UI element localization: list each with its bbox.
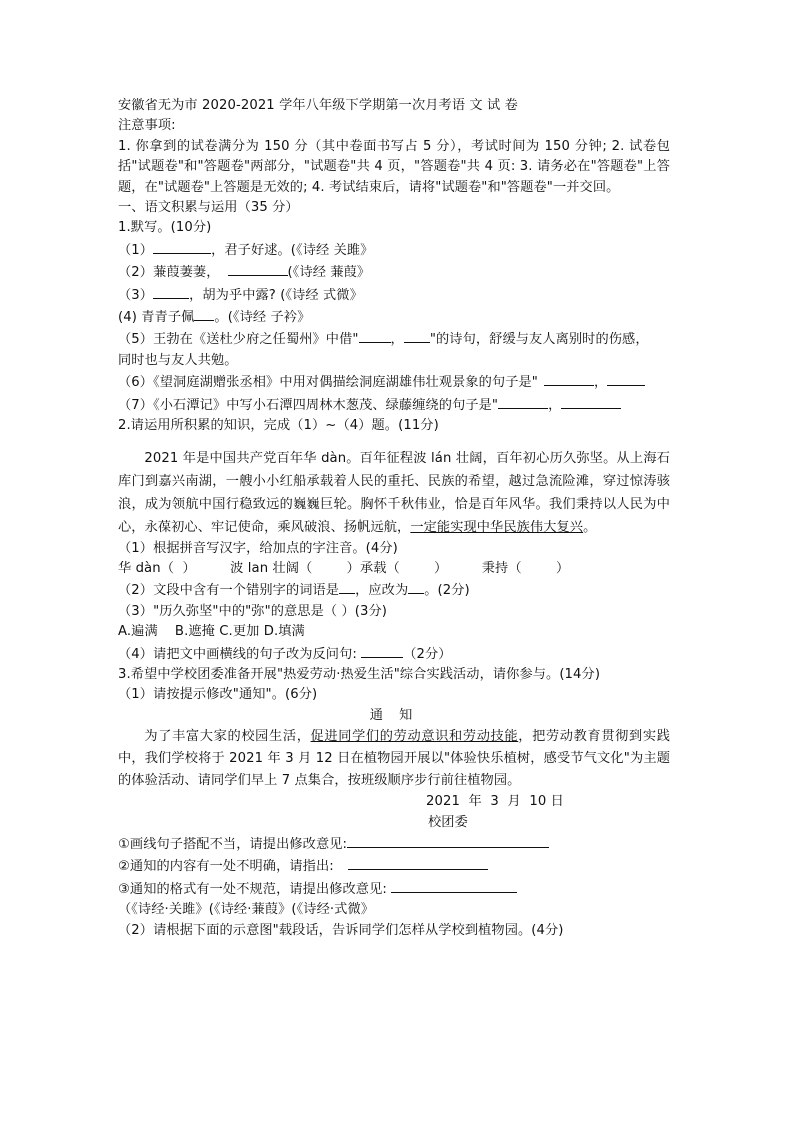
q1-item-6-comma: ，	[593, 375, 608, 391]
q1-item-5-cont: 同时也与友人共勉。	[118, 352, 238, 368]
q1-item-7-comma: ，	[548, 397, 562, 413]
answer-blank[interactable]	[391, 878, 517, 893]
q1-item-5	[118, 328, 670, 350]
q2-passage-end: 。	[583, 519, 597, 535]
answer-blank[interactable]	[359, 328, 391, 343]
q3-refs: （《诗经·关雎》(《诗经·蒹葭》(《诗经·式微》	[118, 902, 375, 918]
q1-item-4-prefix: (4) 青青子佩	[118, 310, 195, 326]
q3-correction-1	[118, 833, 670, 855]
q1-item-6	[118, 371, 670, 393]
q1-item-1-suffix: ，君子好逑。(《诗经 关雎》	[211, 242, 374, 258]
q1-item-3	[118, 284, 670, 306]
answer-blank[interactable]	[194, 306, 214, 321]
exam-title: 安徽省无为市 2020-2021 学年八年级下学期第一次月考语 文 试 卷	[118, 98, 518, 113]
q3-correction-1-text: ①画线句子搭配不当，请提出修改意见:	[118, 836, 348, 852]
q1-item-5-text-b: "的诗句，舒缓与友人离别时的伤感，	[429, 332, 649, 348]
q2-sub2-c: 。(2分)	[424, 583, 470, 599]
answer-blank[interactable]	[228, 261, 288, 276]
answer-blank[interactable]	[404, 328, 430, 343]
notice-underlined-sentence: 促进同学们的劳动意识和劳动技能	[310, 729, 519, 745]
answer-blank[interactable]	[544, 371, 594, 386]
q2-passage	[118, 447, 670, 539]
notice-body-b: ，把劳动教育贯彻到实践中，我们学校将于 2021 年 3 月 12 日在植物园开展以"体验快乐植树，感受节气文化"为主题的体验活动、请同学们早上 7 点集合，按班级顺序步行前往植物园。	[118, 729, 670, 789]
answer-blank[interactable]	[348, 855, 488, 870]
notes-heading: 注意事项:	[118, 118, 176, 134]
notice-title: 通 知	[369, 707, 419, 723]
answer-blank[interactable]	[561, 394, 621, 409]
q2-sub1-items: 华 dàn（ ） 波 lan 壮阔（ ）承载（ ） 秉持（ ）	[118, 560, 570, 576]
answer-blank[interactable]	[361, 643, 403, 658]
q3-heading: 3.希望中学校团委准备开展"热爱劳动·热爱生活"综合实践活动，请你参与。(14分)	[118, 666, 601, 682]
q1-item-2	[118, 261, 670, 283]
q2-sub4-a: （4）请把文中画横线的句子改为反问句:	[118, 646, 362, 662]
q2-passage-text: 2021 年是中国共产党百年华 dàn。百年征程波 lán 壮阔，百年初心历久弥坚。从上海石库门到嘉兴南湖，一艘小小红船承载着人民的重托、民族的希望，越过急流险滩，穿过惊涛骇浪，成为领航中国行稳致远的巍巍巨轮。胸怀千秋伟业，恰是百年风华。我们秉持以人民为中心，永葆初心、牢记使命，乘风破浪、扬帆远航，	[118, 450, 670, 535]
answer-blank[interactable]	[498, 394, 548, 409]
q3-correction-3	[118, 878, 670, 900]
answer-blank[interactable]	[607, 371, 645, 386]
q2-sub3-options: A.遍满 B.遮掩 C.更加 D.填满	[118, 624, 305, 640]
q1-item-4	[118, 306, 670, 328]
q3-correction-3-text: ③通知的格式有一处不规范，请提出修改意见:	[118, 881, 392, 897]
q2-sub2-a: （2）文段中含有一个错别字的词语是	[118, 583, 340, 599]
q2-sub4	[118, 643, 670, 665]
notice-date: 2021 年 3 月 10 日	[426, 794, 564, 810]
notice-body-a: 为了丰富大家的校园生活，	[144, 729, 311, 745]
answer-blank[interactable]	[347, 833, 549, 848]
q1-item-1	[118, 239, 670, 261]
q1-item-5-text-a: （5）王勃在《送杜少府之任蜀州》中借"	[118, 332, 359, 348]
q1-item-6-text: （6）《望洞庭湖赠张丞相》中用对偶描绘洞庭湖雄伟壮观景象的句子是"	[118, 375, 538, 391]
q2-passage-underlined: 一定能实现中华民族伟大复兴	[410, 519, 584, 535]
q1-item-4-suffix: 。(《诗经 子衿》	[214, 310, 311, 326]
answer-blank[interactable]	[408, 579, 424, 594]
answer-blank[interactable]	[339, 579, 355, 594]
q1-item-3-suffix: ，胡为乎中露? (《诗经 式微》	[189, 287, 363, 303]
q1-item-7-text: （7）《小石潭记》中写小石潭四周林木葱茂、绿藤缠绕的句子是"	[118, 397, 499, 413]
q3-sub2: （2）请根据下面的示意图"载段话，告诉同学们怎样从学校到植物园。(4分)	[118, 922, 564, 938]
answer-blank[interactable]	[153, 284, 189, 299]
q2-sub1: （1）根据拼音写汉字，给加点的字注音。(4分)	[118, 540, 398, 556]
q1-item-3-prefix: （3）	[118, 287, 154, 303]
q1-item-5-comma: ，	[390, 332, 404, 348]
notice-org: 校团委	[428, 814, 468, 830]
q2-sub2	[118, 579, 670, 601]
notice-body	[118, 726, 670, 792]
q2-sub2-b: ，应改为	[355, 583, 409, 599]
q3-correction-2-text: ②通知的内容有一处不明确，请指出:	[118, 859, 339, 875]
q2-sub3: （3）"历久弥坚"中的"弥"的意思是（ ）(3分)	[118, 603, 388, 619]
q1-item-2-suffix: (《诗经 蒹葭》	[287, 265, 371, 281]
answer-blank[interactable]	[153, 239, 211, 254]
exam-page	[118, 96, 670, 941]
notes-text: 1. 你拿到的试卷满分为 150 分（其中卷面书写占 5 分），考试时间为 150 分钟; 2. 试卷包括"试题卷"和"答题卷"两部分，"试题卷"共 4 页，"答题卷"共 4 页: 3. 请务必在"答题卷"上答题，在"试题卷"上答题是无效的; 4. 考试结束后，请将"试题卷"和"答题卷"一并交回。	[118, 138, 670, 195]
section1-heading: 一、语文积累与运用（35 分）	[118, 200, 299, 216]
q2-heading: 2.请运用所积累的知识，完成（1）~（4）题。(11分)	[118, 418, 439, 434]
q3-correction-2	[118, 855, 670, 877]
q1-item-2-prefix: （2）蒹葭萋萋，	[118, 265, 220, 281]
q1-item-1-prefix: （1）	[118, 242, 154, 258]
q1-heading: 1.默写。(10分)	[118, 220, 212, 236]
q3-sub1: （1）请按提示修改"通知"。(6分)	[118, 687, 318, 703]
q1-item-7	[118, 394, 670, 416]
q2-sub4-b: （2分）	[403, 646, 452, 662]
